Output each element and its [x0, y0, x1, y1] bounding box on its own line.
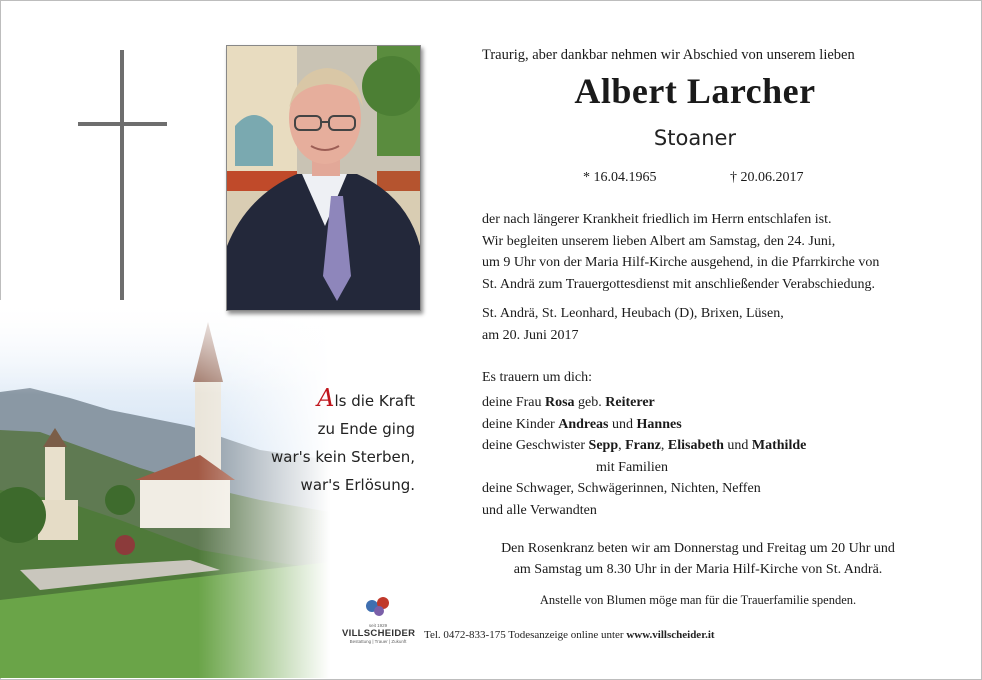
- cross-horizontal: [78, 122, 167, 126]
- places-and-date: St. Andrä, St. Leonhard, Heubach (D), Brixen, Lüsen, am 20. Juni 2017: [482, 306, 784, 343]
- intro-text: Traurig, aber dankbar nehmen wir Abschied von unserem lieben: [482, 47, 855, 63]
- villscheider-logo: [342, 594, 414, 656]
- mourner-wife: deine Frau Rosa geb. Reiterer: [482, 395, 655, 410]
- contact-line: [424, 629, 715, 641]
- mourner-children: deine Kinder Andreas und Hannes: [482, 416, 682, 432]
- death-date: † 20.06.2017: [730, 170, 804, 185]
- mourner-siblings: deine Geschwister Sepp, Franz, Elisabeth und Mathilde: [482, 438, 807, 454]
- mourners-heading: Es trauern um dich:: [482, 370, 593, 385]
- rosary-notice: Den Rosenkranz beten wir am Donnerstag und Freitag um 20 Uhr und am Samstag um 8.30 Uhr in der Maria Hilf-Kirche von St. Andrä.: [501, 541, 895, 577]
- logo-tagline: Bestattung | Trauer | Zukunft: [349, 639, 407, 644]
- birth-date: * 16.04.1965: [583, 170, 657, 185]
- portrait-photo: [226, 45, 421, 311]
- poem-line-2: zu Ende ging: [317, 420, 415, 438]
- poem-line-3: war's kein Sterben,: [271, 448, 415, 466]
- poem: [245, 384, 415, 499]
- contact-text: Tel. 0472-833-175 Todesanzeige online unter: [424, 629, 624, 641]
- deceased-nickname: Stoaner: [653, 126, 737, 150]
- poem-line-1: Als die Kraft: [317, 384, 415, 412]
- website-link[interactable]: www.villscheider.it: [626, 629, 715, 641]
- logo-year: seit 1929: [368, 623, 388, 628]
- mourners-list: [482, 392, 942, 522]
- logo-emblem-icon: [362, 594, 394, 618]
- poem-capital: A: [317, 384, 335, 412]
- mourner-families: mit Familien: [596, 459, 668, 475]
- poem-line-4: war's Erlösung.: [300, 476, 415, 494]
- logo-name: VILLSCHEIDER: [342, 628, 416, 639]
- funeral-details: der nach längerer Krankheit friedlich im Herrn entschlafen ist. Wir begleiten unserem lieben Albert am Samstag, den 24. Juni, um 9 Uhr von der Maria Hilf-Kirche ausgehend, in die Pfarrkirche von St. Andrä zum Trauergottesdienst mit anschließender Verabschiedung.: [482, 212, 880, 292]
- flowers-note: Anstelle von Blumen möge man für die Trauerfamilie spenden.: [539, 593, 857, 607]
- deceased-name: Albert Larcher: [574, 71, 816, 111]
- mourner-in-laws: deine Schwager, Schwägerinnen, Nichten, Neffen: [482, 481, 761, 497]
- mourner-relatives: und alle Verwandten: [482, 502, 597, 518]
